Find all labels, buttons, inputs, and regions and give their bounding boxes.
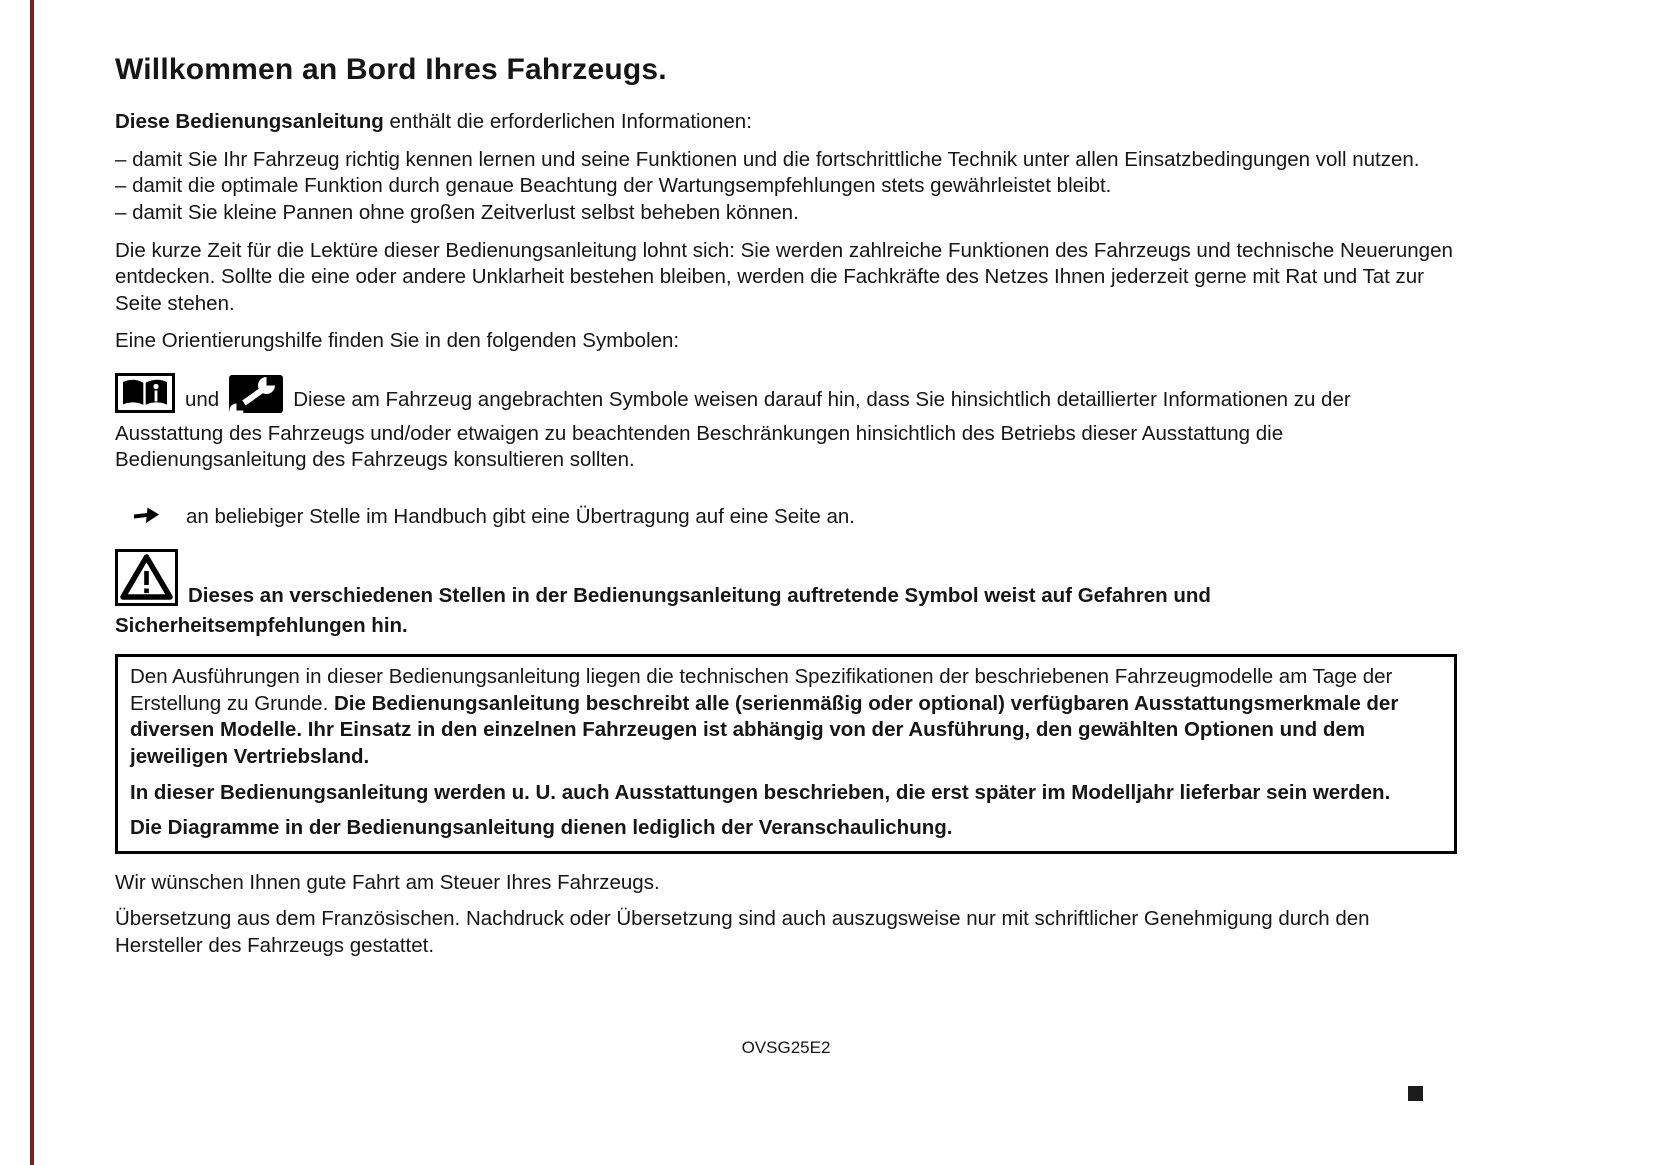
box-p1-bold: Die Bedienungsanleitung beschreibt alle (serienmäßig oder optional) verfügbaren Ausstattungsmerkmale der diversen Modelle. Ihr Einsatz in den einzelnen Fahrzeugen ist abhängig von der Ausführung, den gewählten Optionen und dem jeweiligen Vertriebsland. (130, 691, 1399, 768)
bullet-item: – damit die optimale Funktion durch genaue Beachtung der Wartungsempfehlungen stets gewährleistet bleibt. (115, 174, 1112, 198)
corner-square-marker (1408, 1086, 1423, 1101)
symbols-connector: und (185, 388, 220, 412)
warning-text: Dieses an verschiedenen Stellen in der Bedienungsanleitung auftretende Symbol weist auf Gefahren und Sicherheitsempfehlungen hin. (115, 583, 1211, 638)
lektuere-paragraph: Die kurze Zeit für die Lektüre dieser Bedienungsanleitung lohnt sich: Sie werden zahlreiche Funktionen des Fahrzeugs und technische Neuerungen entdecken. Sollte die eine oder andere Unklarheit bestehen bleiben, werden die Fachkräfte des Netzes Ihnen jederzeit gerne mit Rat und Tat zur Seite stehen. (115, 238, 1453, 315)
intro-rest: enthält die erforderlichen Informationen: (383, 110, 752, 133)
manual-page (115, 50, 1457, 960)
arrow-right-icon (133, 506, 160, 533)
page-reference-line (115, 504, 1457, 533)
info-box (115, 654, 1457, 854)
box-paragraph-1 (130, 664, 1442, 771)
symbols-text: Diese am Fahrzeug angebrachten Symbole weisen darauf hin, dass Sie hinsichtlich detaillierter Informationen zu der Ausstattung des Fahrzeugs und/oder etwaigen zu beachtenden Beschränkungen hinsichtlich des Betriebs dieser Ausstattung die Bedienungsanleitung des Fahrzeugs konsultieren sollten. (115, 388, 1351, 472)
box-p1-normal: Den Ausführungen in dieser Bedienungsanleitung liegen die technischen Spezifikationen der beschriebenen Fahrzeugmodelle am Tage der Erstellung zu Grunde. (130, 664, 1393, 715)
warning-triangle-icon (115, 549, 178, 614)
book-info-icon (115, 373, 175, 421)
page-reference-text: an beliebiger Stelle im Handbuch gibt eine Übertragung auf eine Seite an. (186, 505, 855, 529)
box-paragraph-3: Die Diagramme in der Bedienungsanleitung dienen lediglich der Veranschaulichung. (130, 816, 953, 840)
footer-code: OVSG25E2 (741, 1038, 831, 1057)
page-title: Willkommen an Bord Ihres Fahrzeugs. (115, 53, 667, 86)
warning-paragraph (115, 549, 1457, 640)
closing-paragraph-1: Wir wünschen Ihnen gute Fahrt am Steuer Ihres Fahrzeugs. (115, 870, 660, 894)
orientierung-paragraph: Eine Orientierungshilfe finden Sie in den folgenden Symbolen: (115, 329, 680, 353)
wrench-icon (229, 375, 283, 421)
bullet-item: – damit Sie kleine Pannen ohne großen Zeitverlust selbst beheben können. (115, 200, 799, 224)
bullet-list (115, 147, 1457, 227)
intro-bold-phrase: Diese Bedienungsanleitung (115, 110, 384, 133)
symbols-paragraph (115, 373, 1457, 474)
page-edge-bar (30, 0, 34, 1165)
intro-paragraph (115, 109, 1457, 136)
bullet-item: – damit Sie Ihr Fahrzeug richtig kennen lernen und seine Funktionen und die fortschrittliche Technik unter allen Einsatzbedingungen voll nutzen. (115, 147, 1420, 171)
closing-paragraph-2: Übersetzung aus dem Französischen. Nachdruck oder Übersetzung sind auch auszugsweise nur mit schriftlicher Genehmigung durch den Hersteller des Fahrzeugs gestattet. (115, 907, 1370, 958)
box-paragraph-2: In dieser Bedienungsanleitung werden u. U. auch Ausstattungen beschrieben, die erst später im Modelljahr lieferbar sein werden. (130, 780, 1391, 804)
